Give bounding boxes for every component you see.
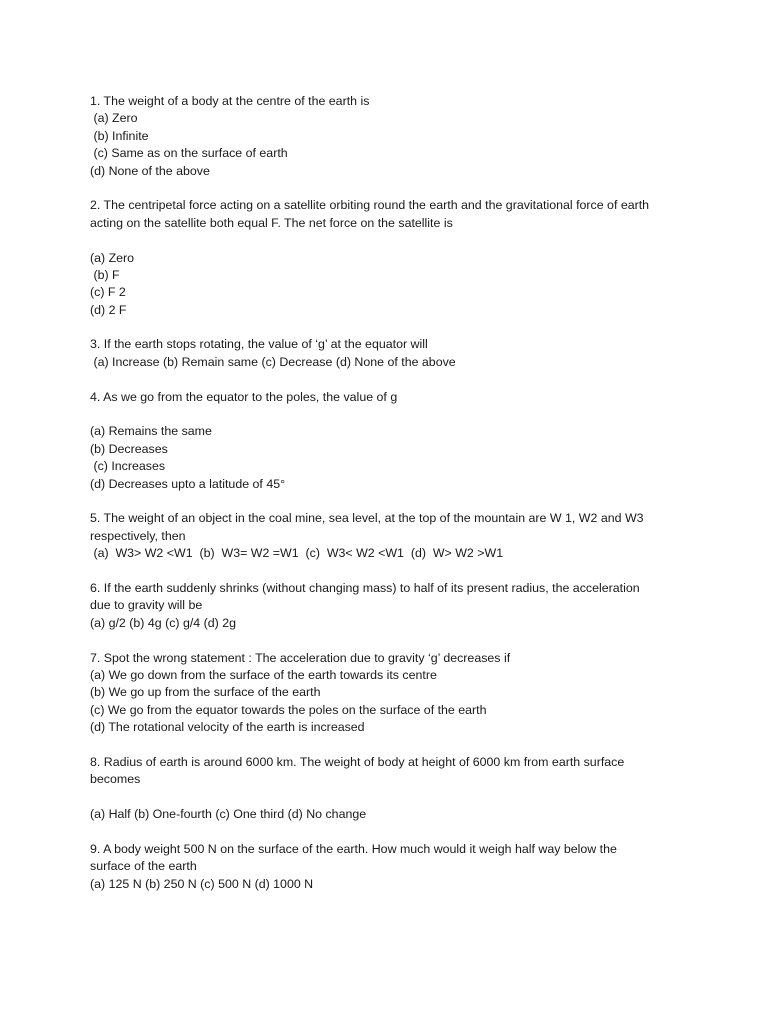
text-line: (a) 125 N (b) 250 N (c) 500 N (d) 1000 N [90, 876, 314, 891]
text-line: (a) Zero [90, 250, 135, 265]
text-line: (d) Decreases upto a latitude of 45° [90, 476, 286, 491]
blank-line [90, 493, 680, 510]
blank-line [90, 180, 680, 197]
text-line: (b) We go up from the surface of the earth [90, 685, 321, 700]
text-line: (b) Decreases [90, 441, 168, 456]
blank-line [90, 232, 680, 249]
text-line: 7. Spot the wrong statement : The acceleration due to gravity ‘g’ decreases if [90, 650, 511, 665]
text-line: (c) F 2 [90, 285, 126, 300]
text-line: due to gravity will be [90, 598, 203, 613]
text-line: (c) Increases [90, 459, 166, 474]
text-line: surface of the earth [90, 859, 197, 874]
blank-line [90, 736, 680, 753]
text-line: 2. The centripetal force acting on a satellite orbiting round the earth and the gravitational force of earth [90, 198, 650, 213]
blank-line [90, 632, 680, 649]
text-line: (d) None of the above [90, 163, 210, 178]
text-line: becomes [90, 772, 141, 787]
text-line: 4. As we go from the equator to the poles, the value of g [90, 389, 398, 404]
blank-line [90, 371, 680, 388]
text-line: (b) F [90, 267, 120, 282]
text-line: (a) Half (b) One-fourth (c) One third (d) No change [90, 807, 367, 822]
text-line: 3. If the earth stops rotating, the value of ‘g’ at the equator will [90, 337, 428, 352]
question-text-block [90, 93, 680, 893]
blank-line [90, 563, 680, 580]
text-line: 6. If the earth suddenly shrinks (without changing mass) to half of its present radius, the acceleration [90, 580, 640, 595]
text-line: (d) The rotational velocity of the earth is increased [90, 720, 365, 735]
text-line: 9. A body weight 500 N on the surface of the earth. How much would it weigh half way below the [90, 841, 617, 856]
text-line: (a) W3> W2 <W1 (b) W3= W2 =W1 (c) W3< W2 <W1 (d) W> W2 >W1 [90, 546, 504, 561]
text-line: acting on the satellite both equal F. The net force on the satellite is [90, 215, 453, 230]
text-line: (a) We go down from the surface of the earth towards its centre [90, 667, 437, 682]
text-line: 1. The weight of a body at the centre of the earth is [90, 94, 370, 108]
text-line: (a) Zero [90, 111, 138, 126]
text-line: (a) Remains the same [90, 424, 212, 439]
text-line: 8. Radius of earth is around 6000 km. The weight of body at height of 6000 km from earth surface [90, 754, 625, 769]
blank-line [90, 823, 680, 840]
text-line: 5. The weight of an object in the coal mine, sea level, at the top of the mountain are W 1, W2 and W3 [90, 511, 644, 526]
blank-line [90, 789, 680, 806]
blank-line [90, 319, 680, 336]
text-line: (c) We go from the equator towards the poles on the surface of the earth [90, 702, 487, 717]
text-line: respectively, then [90, 528, 186, 543]
text-line: (b) Infinite [90, 128, 149, 143]
blank-line [90, 406, 680, 423]
text-line: (a) g/2 (b) 4g (c) g/4 (d) 2g [90, 615, 236, 630]
text-line: (c) Same as on the surface of earth [90, 146, 288, 161]
text-line: (a) Increase (b) Remain same (c) Decrease (d) None of the above [90, 354, 456, 369]
text-line: (d) 2 F [90, 302, 127, 317]
